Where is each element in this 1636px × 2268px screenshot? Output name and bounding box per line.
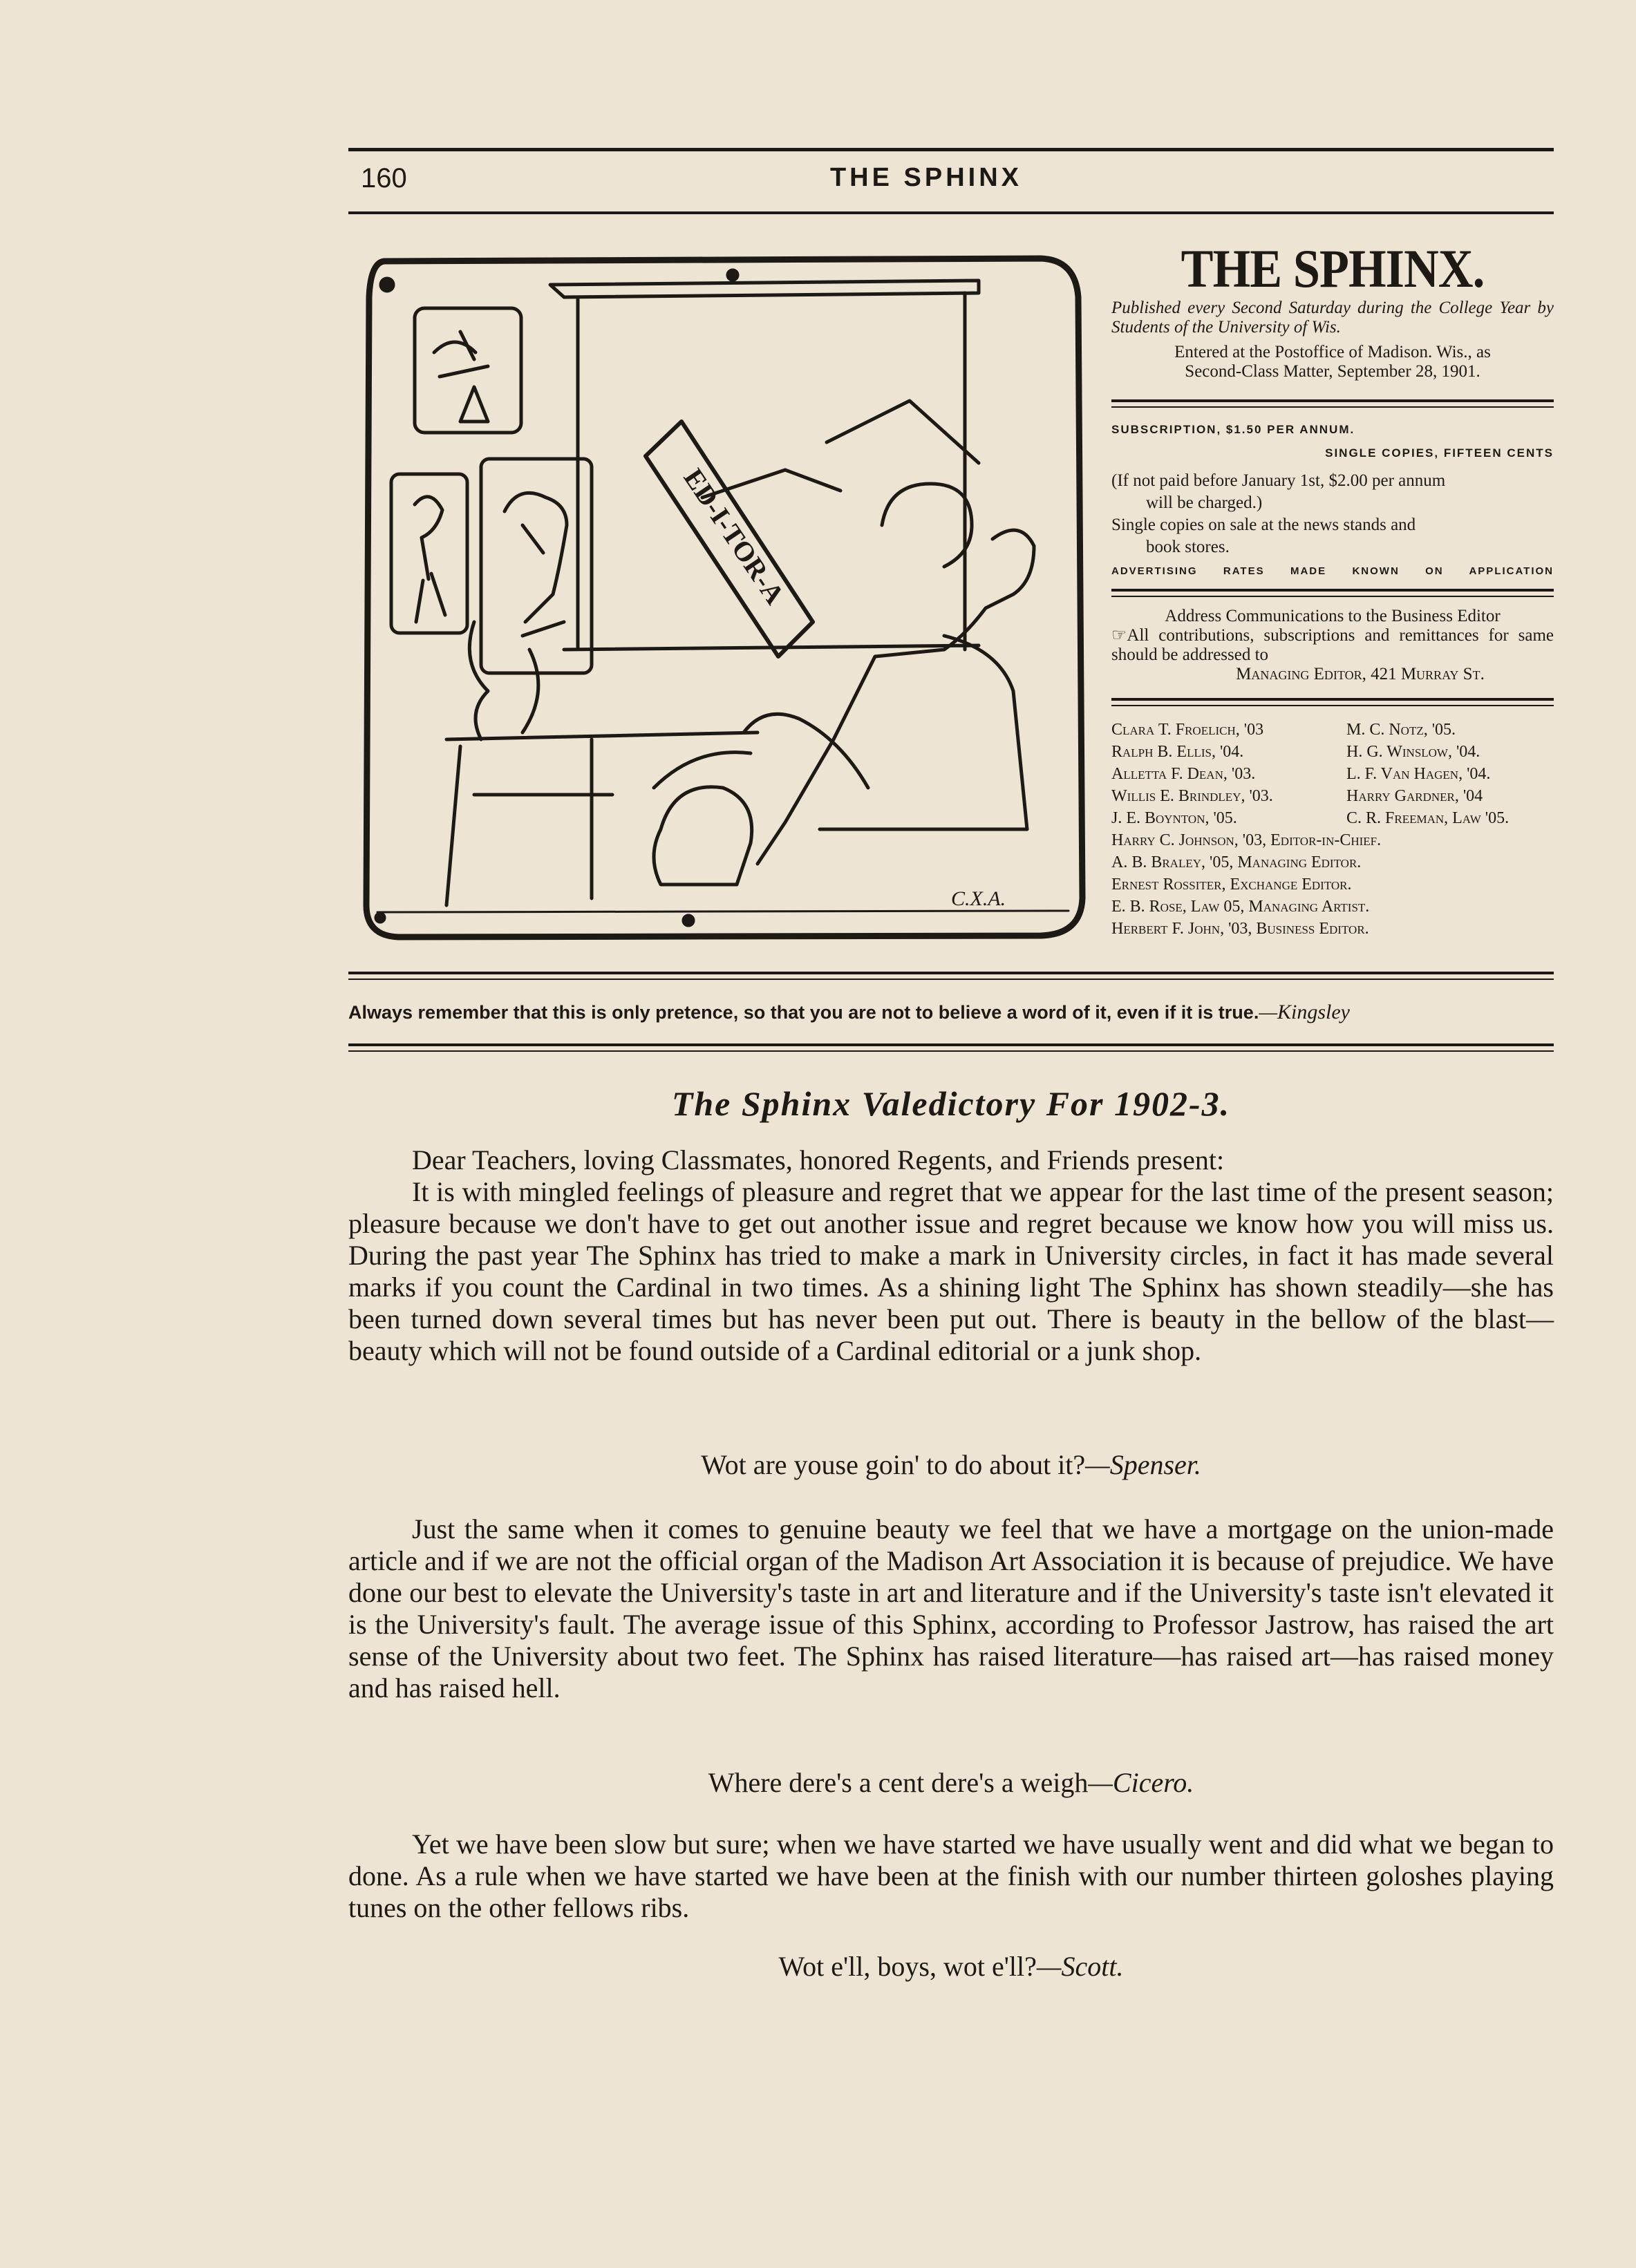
staff-row: Alletta F. Dean, '03. L. F. Van Hagen, '04. <box>1111 765 1491 783</box>
staff-row: Ralph B. Ellis, '04. H. G. Winslow, '04. <box>1111 743 1480 761</box>
salutation: Dear Teachers, loving Classmates, honored Regents, and Friends present: <box>412 1144 1225 1175</box>
masthead-title: THE SPHINX. <box>1181 238 1485 299</box>
news-stands-line-1: Single copies on sale at the news stands and <box>1111 516 1416 534</box>
address-line-1: Address Communications to the Business Editor <box>1165 607 1501 625</box>
motto <box>348 1001 1554 1024</box>
not-paid-line-1: (If not paid before January 1st, $2.00 per annum <box>1111 471 1446 490</box>
motto-rule-top-b <box>348 979 1554 980</box>
article-body-2 <box>348 1513 1554 1704</box>
staff-row: Ernest Rossiter, Exchange Editor. <box>1111 876 1352 894</box>
banner-text: ED-I-TOR-A <box>677 462 791 610</box>
epigraph-2-author: —Cicero. <box>1088 1767 1194 1798</box>
epigraph-1 <box>348 1448 1554 1481</box>
subscription-notes <box>1111 470 1554 558</box>
editor-illustration <box>357 249 1088 947</box>
publication-note: Published every Second Saturday during the College Year by Students of the University of Wis. <box>1111 299 1554 337</box>
top-rule <box>348 148 1554 151</box>
masthead-rule-1b <box>1111 406 1554 408</box>
masthead-rule-3b <box>1111 705 1554 706</box>
staff-row: Clara T. Froelich, '03 M. C. Notz, '05. <box>1111 721 1456 739</box>
epigraph-2 <box>348 1766 1554 1799</box>
staff-row: Herbert F. John, '03, Business Editor. <box>1111 920 1369 938</box>
paragraph-3: Yet we have been slow but sure; when we have started we have usually went and did what we began to done. As a rule when we have started we have been at the finish with our number thirteen goloshes playing tunes on the other fellows ribs. <box>348 1828 1554 1923</box>
staff-row: A. B. Braley, '05, Managing Editor. <box>1111 853 1362 871</box>
masthead-rule-1 <box>1111 399 1554 402</box>
epigraph-3-author: —Scott. <box>1036 1951 1124 1982</box>
news-stands-line-2: book stores. <box>1146 538 1230 556</box>
address-block <box>1111 607 1554 684</box>
page-number: 160 <box>361 163 407 193</box>
header-rule <box>348 211 1554 214</box>
staff-row: Harry C. Johnson, '03, Editor-in-Chief. <box>1111 831 1382 849</box>
epigraph-3 <box>348 1950 1554 1983</box>
motto-text: Always remember that this is only pretence, so that you are not to believe a word of it, even if it is true. <box>348 1002 1259 1023</box>
motto-rule-top <box>348 972 1554 974</box>
address-line-2: ☞All contributions, subscriptions and remittances for same should be addressed to <box>1111 626 1554 664</box>
masthead-rule-2 <box>1111 589 1554 592</box>
epigraph-1-text: Wot are youse goin' to do about it? <box>701 1449 1086 1480</box>
entered-line-2: Second-Class Matter, September 28, 1901. <box>1185 362 1480 381</box>
staff-row: E. B. Rose, Law 05, Managing Artist. <box>1111 898 1370 916</box>
masthead-rule-3 <box>1111 698 1554 701</box>
advertising-note: ADVERTISING RATES MADE KNOWN ON APPLICATION <box>1111 565 1554 577</box>
article-body-3 <box>348 1828 1554 1924</box>
motto-author: —Kingsley <box>1259 1001 1350 1023</box>
masthead-rule-2b <box>1111 596 1554 597</box>
motto-rule-bottom-b <box>348 1050 1554 1052</box>
address-line-3: Managing Editor, 421 Murray St. <box>1236 665 1485 683</box>
staff-row: Willis E. Brindley, '03. Harry Gardner, '04 <box>1111 787 1483 805</box>
entered-note <box>1111 343 1554 381</box>
epigraph-1-author: —Spenser. <box>1085 1449 1201 1480</box>
entered-line-1: Entered at the Postoffice of Madison. Wis., as <box>1174 343 1491 361</box>
epigraph-2-text: Where dere's a cent dere's a weigh <box>708 1767 1089 1798</box>
staff-list <box>1111 719 1554 940</box>
motto-rule-bottom <box>348 1043 1554 1046</box>
single-copy-price: SINGLE COPIES, FIFTEEN CENTS <box>1325 446 1554 460</box>
article-title: The Sphinx Valedictory For 1902-3. <box>671 1084 1231 1123</box>
paragraph-1: It is with mingled feelings of pleasure and regret that we appear for the last time of the present season; pleasure because we don't have to get out another issue and regret because we know how you will miss us. During the past year The Sphinx has tried to make a mark in University circles, in fact it has made several marks if you count the Cardinal in two times. As a shining light The Sphinx has shown steadily—she has been turned down several times but has never been put out. There is beauty in the bellow of the blast—beauty which will not be found outside of a Cardinal editorial or a junk shop. <box>348 1176 1554 1366</box>
paragraph-2: Just the same when it comes to genuine beauty we feel that we have a mortgage on the union-made article and if we are not the official organ of the Madison Art Association it is because of prejudice. We have done our best to elevate the University's taste in art and literature and if the University's taste isn't elevated it is the University's fault. The average issue of this Sphinx, according to Professor Jastrow, has raised the art sense of the University about two feet. The Sphinx has raised literature—has raised art—has raised money and has raised hell. <box>348 1513 1554 1703</box>
staff-row: J. E. Boynton, '05. C. R. Freeman, Law '05. <box>1111 809 1510 827</box>
subscription-price: SUBSCRIPTION, $1.50 PER ANNUM. <box>1111 423 1355 436</box>
epigraph-3-text: Wot e'll, boys, wot e'll? <box>778 1951 1037 1982</box>
running-title: THE SPHINX <box>829 163 1023 192</box>
artist-signature: C.X.A. <box>951 887 1006 910</box>
article-body-1 <box>348 1144 1554 1367</box>
not-paid-line-2: will be charged.) <box>1146 493 1263 512</box>
